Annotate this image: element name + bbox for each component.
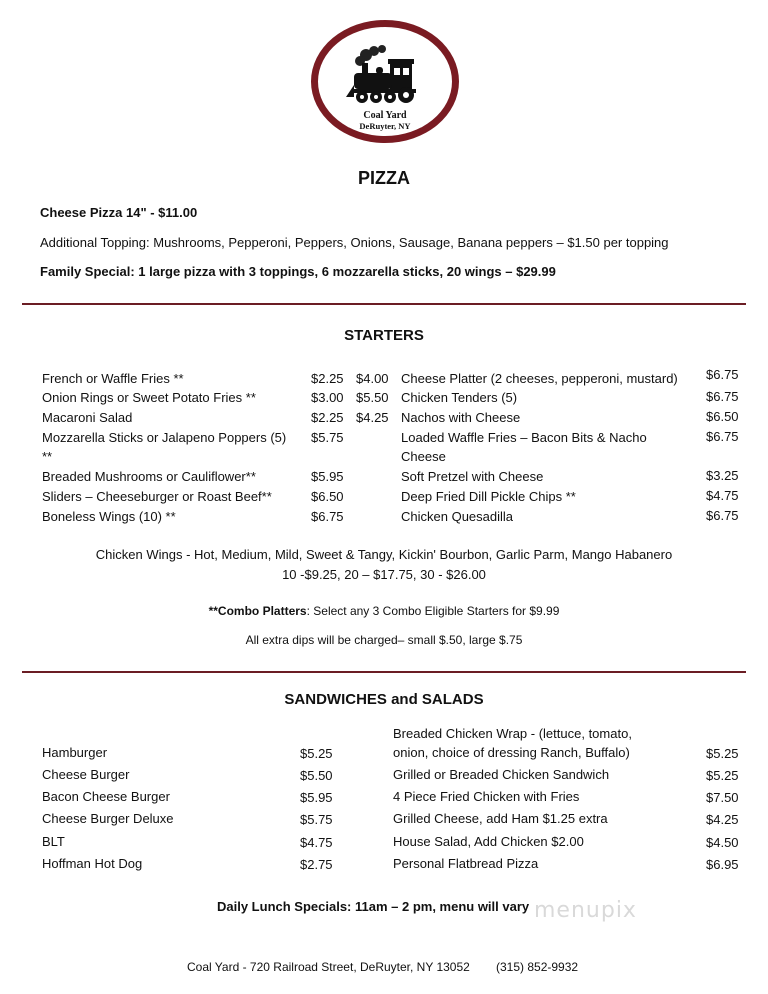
list-item: Breaded Mushrooms or Cauliflower** (42, 469, 256, 484)
item-price: $5.25 (706, 768, 739, 783)
item-price-large: $5.50 (356, 390, 389, 405)
divider (22, 303, 746, 305)
list-item: BLT (42, 834, 65, 849)
family-special-line: Family Special: 1 large pizza with 3 toppings, 6 mozzarella sticks, 20 wings – $29.99 (40, 264, 556, 279)
list-item: Macaroni Salad (42, 410, 133, 425)
list-item: Breaded Chicken Wrap - (lettuce, tomato, (393, 726, 632, 741)
wings-flavors: Chicken Wings - Hot, Medium, Mild, Sweet & Tangy, Kickin' Bourbon, Garlic Parm, Mango Habanero (95, 547, 673, 562)
item-price: $6.50 (706, 409, 739, 424)
item-price: $4.75 (300, 835, 333, 850)
item-price: $6.75 (706, 367, 739, 382)
list-item: Boneless Wings (10) ** (42, 509, 176, 524)
list-item: Grilled or Breaded Chicken Sandwich (393, 767, 610, 782)
item-price: $4.25 (706, 812, 739, 827)
combo-platters (0, 604, 768, 618)
list-item: Chicken Quesadilla (401, 509, 514, 524)
list-item: Soft Pretzel with Cheese (401, 469, 544, 484)
item-price: $2.25 (311, 371, 344, 386)
item-price: $7.50 (706, 790, 739, 805)
pizza-heading: PIZZA (358, 168, 410, 188)
item-price: $5.75 (311, 430, 344, 445)
list-item: Cheese Burger (42, 767, 130, 782)
watermark: menupix (534, 898, 637, 923)
list-item: Personal Flatbread Pizza (393, 856, 539, 871)
footer-address: Coal Yard - 720 Railroad Street, DeRuyter, NY 13052 (187, 960, 470, 974)
list-item: Cheese Platter (2 cheeses, pepperoni, mustard) (401, 371, 678, 386)
item-price: $2.75 (300, 857, 333, 872)
item-price: $3.00 (311, 390, 344, 405)
logo-location: DeRuyter, NY (359, 121, 411, 131)
item-price: $5.95 (311, 469, 344, 484)
list-item: House Salad, Add Chicken $2.00 (393, 834, 584, 849)
item-price: $4.75 (706, 488, 739, 503)
list-item: Sliders – Cheeseburger or Roast Beef** (42, 489, 272, 504)
item-price: $6.75 (706, 389, 739, 404)
sandwiches-heading: SANDWICHES and SALADS (284, 691, 484, 708)
list-item: Chicken Tenders (5) (401, 390, 518, 405)
logo-name: Coal Yard (363, 110, 407, 121)
list-item: Onion Rings or Sweet Potato Fries ** (42, 390, 256, 405)
list-item: 4 Piece Fried Chicken with Fries (393, 789, 580, 804)
item-price: $6.75 (706, 508, 739, 523)
item-price: $5.50 (300, 768, 333, 783)
extra-dips: All extra dips will be charged– small $.50, large $.75 (245, 633, 523, 647)
cheese-pizza-line: Cheese Pizza 14" - $11.00 (40, 205, 198, 220)
list-item-cont: onion, choice of dressing Ranch, Buffalo) (393, 745, 630, 760)
item-price: $5.25 (300, 746, 333, 761)
combo-label: **Combo Platters (208, 604, 307, 618)
train-icon (344, 45, 426, 107)
item-price: $4.50 (706, 835, 739, 850)
item-price-large: $4.25 (356, 410, 389, 425)
item-price: $6.95 (706, 857, 739, 872)
list-item: French or Waffle Fries ** (42, 371, 184, 386)
list-item-cont: Cheese (401, 449, 446, 464)
item-price: $2.25 (311, 410, 344, 425)
item-price: $5.95 (300, 790, 333, 805)
logo (311, 20, 459, 143)
item-price: $3.25 (706, 468, 739, 483)
item-price: $5.25 (706, 746, 739, 761)
list-item: Cheese Burger Deluxe (42, 811, 174, 826)
item-price: $6.50 (311, 489, 344, 504)
starters-heading: STARTERS (344, 327, 424, 344)
list-item: Bacon Cheese Burger (42, 789, 170, 804)
item-price-large: $4.00 (356, 371, 389, 386)
item-price: $6.75 (706, 429, 739, 444)
wings-prices: 10 -$9.25, 20 – $17.75, 30 - $26.00 (282, 567, 486, 582)
item-price: $5.75 (300, 812, 333, 827)
list-item: Grilled Cheese, add Ham $1.25 extra (393, 811, 608, 826)
lunch-specials: Daily Lunch Specials: 11am – 2 pm, menu will vary (217, 899, 530, 914)
footer-phone: (315) 852-9932 (496, 960, 579, 974)
list-item: Hoffman Hot Dog (42, 856, 143, 871)
combo-text: : Select any 3 Combo Eligible Starters for $9.99 (306, 604, 560, 618)
list-item: Hamburger (42, 745, 108, 760)
list-item: Nachos with Cheese (401, 410, 521, 425)
list-item: Mozzarella Sticks or Jalapeno Poppers (5) (42, 430, 287, 445)
list-item-cont: ** (42, 449, 53, 464)
additional-topping-line: Additional Topping: Mushrooms, Pepperoni, Peppers, Onions, Sausage, Banana peppers – $1.50 per topping (40, 235, 669, 250)
item-price: $6.75 (311, 509, 344, 524)
list-item: Deep Fried Dill Pickle Chips ** (401, 489, 576, 504)
divider (22, 671, 746, 673)
list-item: Loaded Waffle Fries – Bacon Bits & Nacho (401, 430, 647, 445)
